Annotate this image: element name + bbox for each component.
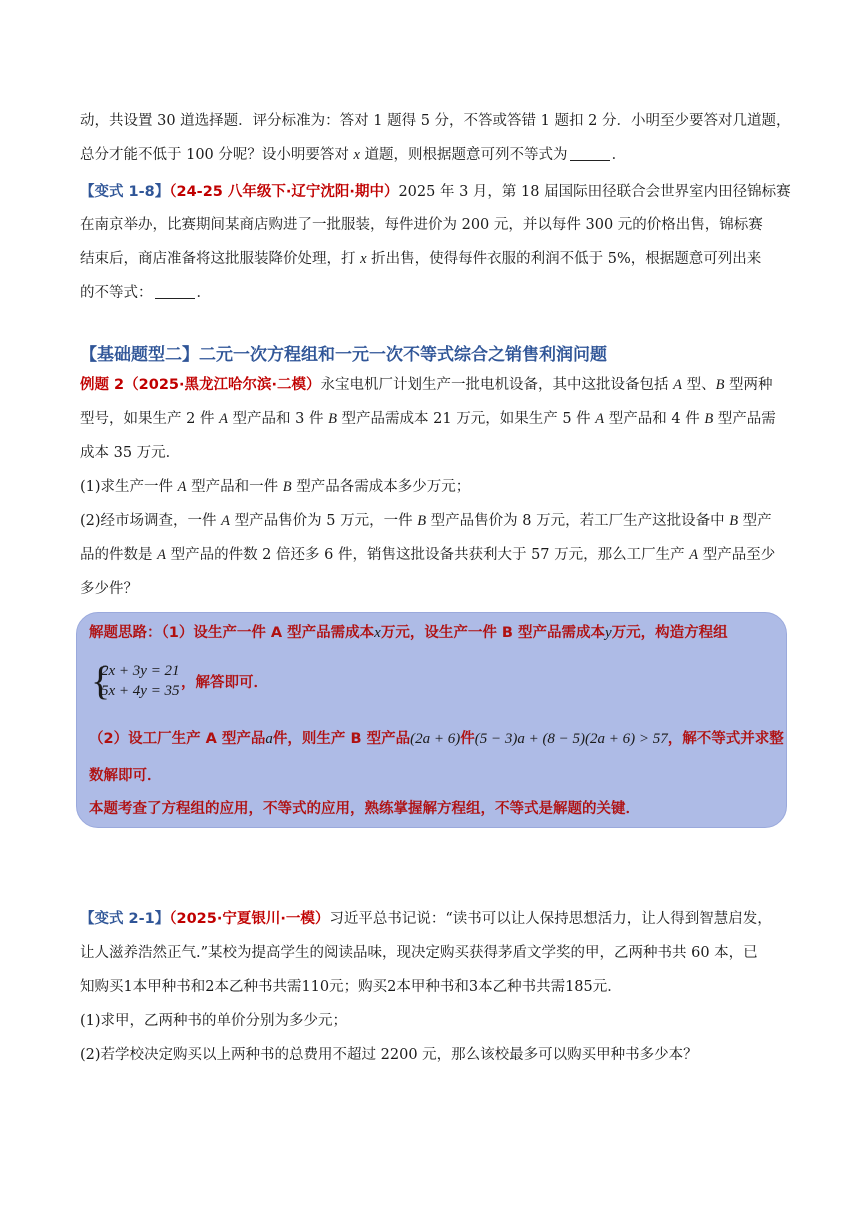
section-heading: 【基础题型二】二元一次方程组和一元一次不等式综合之销售利润问题 bbox=[80, 345, 607, 365]
variant-2-1-line2: 让人滋养浩然正气.”某校为提高学生的阅读品味，现决定购买获得茅盾文学奖的甲，乙两种书共 60 本，已 bbox=[80, 945, 758, 961]
equation-2: 5x + 4y = 35 bbox=[101, 683, 180, 699]
variant-1-8-line3: 结束后，商店准备将这批服装降价处理，打 x 折出售，使得每件衣服的利润不低于 5%，根据题意可列出来 bbox=[80, 251, 762, 267]
variant-tag: 【变式 2-1】 bbox=[80, 911, 170, 927]
example-2-question-2-line1: (2)经市场调查，一件 A 型产品售价为 5 万元，一件 B 型产品售价为 8 万元，若工厂生产这批设备中 B 型产 bbox=[80, 513, 772, 529]
top-problem-line2: 总分才能不低于 100 分呢？设小明要答对 x 道题，则根据题意可列不等式为 ． bbox=[80, 147, 627, 163]
answer-blank bbox=[570, 146, 610, 161]
example-2-question-2-line2: 品的件数是 A 型产品的件数 2 倍还多 6 件，销售这批设备共获利大于 57 万元，那么工厂生产 A 型产品至少 bbox=[80, 547, 776, 563]
variant-1-8-line2: 在南京举办，比赛期间某商店购进了一批服装，每件进价为 200 元，并以每件 300 元的价格出售，锦标赛 bbox=[80, 217, 763, 233]
example-2-line2: 型号，如果生产 2 件 A 型产品和 3 件 B 型产品需成本 21 万元，如果生产 5 件 A 型产品和 4 件 B 型产品需 bbox=[80, 411, 776, 427]
variant-1-8-line1: 【变式 1-8】（24-25 八年级下·辽宁沈阳·期中）2025 年 3 月，第 18 届国际田径联合会世界室内田径锦标赛 bbox=[80, 184, 791, 200]
variant-1-8-line4: 的不等式： ． bbox=[80, 285, 211, 301]
variant-source: （2025·宁夏银川·一模） bbox=[169, 911, 330, 927]
example-2-line1: 例题 2（2025·黑龙江哈尔滨·二模）永宝电机厂计划生产一批电机设备，其中这批设备包括 A 型、B 型两种 bbox=[80, 377, 773, 393]
top-problem-line1: 动，共设置 30 道选择题．评分标准为：答对 1 题得 5 分，不答或答错 1 题扣 2 分．小明至少要答对几道题， bbox=[80, 113, 791, 129]
variant-source: （24-25 八年级下·辽宁沈阳·期中） bbox=[169, 184, 399, 200]
solution-line4: 数解即可． bbox=[89, 768, 162, 784]
solution-line5: 本题考查了方程组的应用，不等式的应用，熟练掌握解方程组，不等式是解题的关键． bbox=[89, 801, 640, 817]
solution-line1: 解题思路：（1）设生产一件 A 型产品需成本x万元，设生产一件 B 型产品需成本y万元，构造方程组 bbox=[89, 625, 728, 641]
variant-tag: 【变式 1-8】 bbox=[80, 184, 170, 200]
example-2-question-1: (1)求生产一件 A 型产品和一件 B 型产品各需成本多少万元； bbox=[80, 479, 471, 495]
left-brace-icon: { bbox=[91, 658, 111, 703]
variant-2-1-question-1: (1)求甲，乙两种书的单价分别为多少元； bbox=[80, 1013, 348, 1029]
equation-1: 2x + 3y = 21 bbox=[101, 663, 180, 679]
example-2-question-2-line3: 多少件？ bbox=[80, 581, 138, 597]
solution-box bbox=[76, 612, 787, 828]
answer-blank bbox=[155, 284, 195, 299]
example-label: 例题 2（2025·黑龙江哈尔滨·二模） bbox=[80, 377, 321, 393]
variant-2-1-question-2: (2)若学校决定购买以上两种书的总费用不超过 2200 元，那么该校最多可以购买甲种书多少本？ bbox=[80, 1047, 698, 1063]
variant-2-1-line1: 【变式 2-1】（2025·宁夏银川·一模）习近平总书记说：“读书可以让人保持思想活力，让人得到智慧启发， bbox=[80, 911, 772, 927]
solution-line3: （2）设工厂生产 A 型产品a件，则生产 B 型产品(2a + 6)件(5 − 3)a + (8 − 5)(2a + 6) > 57，解不等式并求整 bbox=[89, 731, 784, 747]
solution-line2-tail: ，解答即可． bbox=[181, 675, 268, 691]
equation-system bbox=[91, 658, 181, 705]
example-2-line3: 成本 35 万元． bbox=[80, 445, 181, 461]
variant-2-1-line3: 知购买1本甲种书和2本乙种书共需110元；购买2本甲种书和3本乙种书共需185元． bbox=[80, 979, 622, 995]
